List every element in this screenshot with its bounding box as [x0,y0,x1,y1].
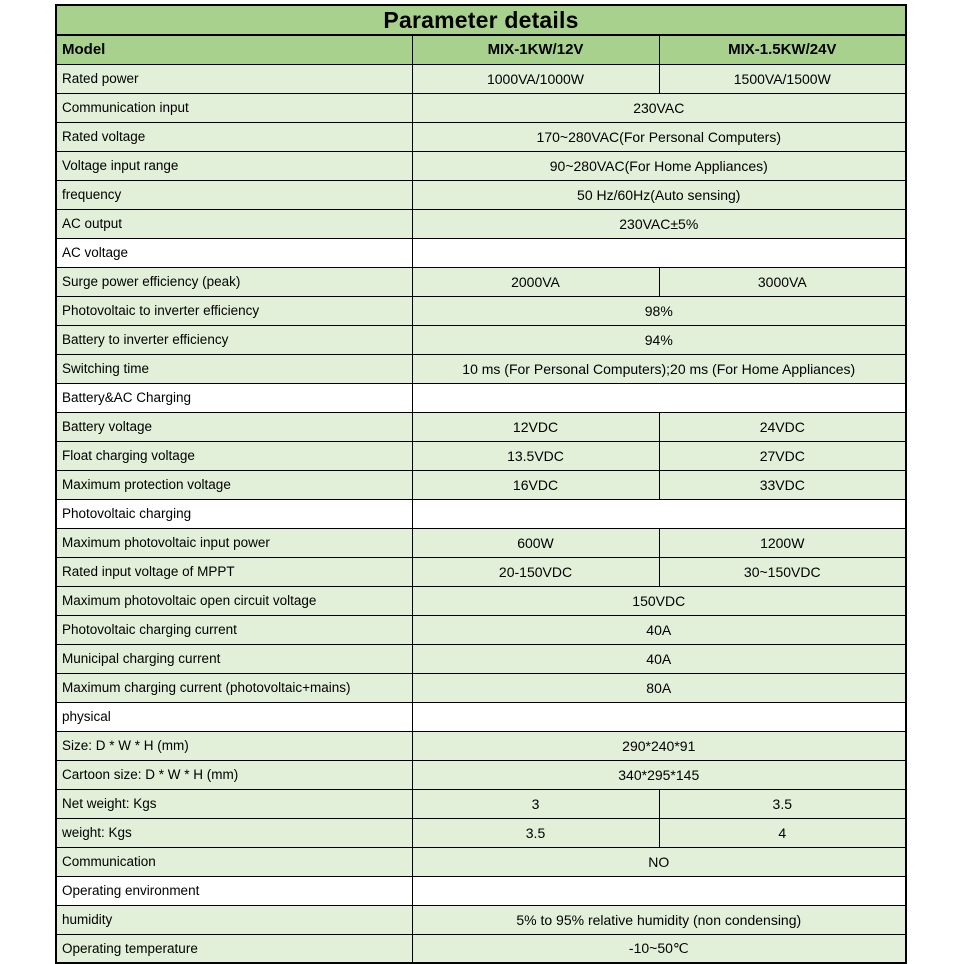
spec-row [56,296,906,325]
row-value-col2: 24VDC [659,412,906,441]
row-label: Battery&AC Charging [56,383,412,412]
parameter-details-panel [55,4,907,964]
header-model-1kw: MIX-1KW/12V [412,35,659,64]
section-row [56,876,906,905]
row-value-col1: 3.5 [412,818,659,847]
row-label: Photovoltaic to inverter efficiency [56,296,412,325]
row-label: Rated power [56,64,412,93]
row-label: Operating environment [56,876,412,905]
spec-row [56,325,906,354]
section-row [56,383,906,412]
row-value-col2: 1500VA/1500W [659,64,906,93]
spec-row [56,470,906,499]
spec-row [56,557,906,586]
row-value-merged [412,702,906,731]
row-label: Battery to inverter efficiency [56,325,412,354]
row-value-merged: 50 Hz/60Hz(Auto sensing) [412,180,906,209]
spec-row [56,441,906,470]
row-value-col1: 3 [412,789,659,818]
spec-row [56,267,906,296]
row-value-col1: 600W [412,528,659,557]
row-value-col1: 1000VA/1000W [412,64,659,93]
spec-row [56,528,906,557]
row-value-merged: 10 ms (For Personal Computers);20 ms (For Home Appliances) [412,354,906,383]
row-value-col2: 1200W [659,528,906,557]
row-label: Operating temperature [56,934,412,963]
row-value-merged: 80A [412,673,906,702]
row-value-col2: 3000VA [659,267,906,296]
spec-row [56,151,906,180]
header-model: Model [56,35,412,64]
row-label: Communication [56,847,412,876]
row-label: Cartoon size: D * W * H (mm) [56,760,412,789]
row-value-merged: 170~280VAC(For Personal Computers) [412,122,906,151]
spec-row [56,122,906,151]
row-label: Maximum charging current (photovoltaic+mains) [56,673,412,702]
row-label: Voltage input range [56,151,412,180]
spec-row [56,760,906,789]
header-row [56,35,906,64]
parameter-table [55,4,907,964]
row-label: AC voltage [56,238,412,267]
spec-row [56,615,906,644]
row-label: Maximum photovoltaic input power [56,528,412,557]
row-label: Photovoltaic charging current [56,615,412,644]
row-value-merged: 150VDC [412,586,906,615]
spec-row [56,818,906,847]
row-value-merged: 98% [412,296,906,325]
row-label: AC output [56,209,412,238]
row-label: Municipal charging current [56,644,412,673]
spec-row [56,93,906,122]
row-value-merged [412,876,906,905]
row-label: Photovoltaic charging [56,499,412,528]
row-label: Size: D * W * H (mm) [56,731,412,760]
row-label: Surge power efficiency (peak) [56,267,412,296]
row-value-merged: 290*240*91 [412,731,906,760]
section-row [56,702,906,731]
row-label: physical [56,702,412,731]
row-value-merged: 90~280VAC(For Home Appliances) [412,151,906,180]
row-value-merged: NO [412,847,906,876]
spec-row [56,644,906,673]
spec-row [56,354,906,383]
row-label: Net weight: Kgs [56,789,412,818]
spec-row [56,209,906,238]
spec-row [56,64,906,93]
row-label: weight: Kgs [56,818,412,847]
row-label: Communication input [56,93,412,122]
spec-row [56,847,906,876]
row-label: Switching time [56,354,412,383]
row-value-col1: 2000VA [412,267,659,296]
row-value-col2: 3.5 [659,789,906,818]
row-value-merged [412,238,906,267]
row-value-col2: 27VDC [659,441,906,470]
row-value-col1: 12VDC [412,412,659,441]
row-value-merged [412,383,906,412]
spec-row [56,180,906,209]
row-value-merged: 340*295*145 [412,760,906,789]
row-label: humidity [56,905,412,934]
section-row [56,499,906,528]
row-value-merged [412,499,906,528]
row-label: Maximum photovoltaic open circuit voltage [56,586,412,615]
header-model-1-5kw: MIX-1.5KW/24V [659,35,906,64]
row-label: Rated input voltage of MPPT [56,557,412,586]
row-value-col1: 20-150VDC [412,557,659,586]
spec-row [56,789,906,818]
row-label: Float charging voltage [56,441,412,470]
spec-row [56,934,906,963]
spec-row [56,731,906,760]
row-value-col1: 13.5VDC [412,441,659,470]
table-title: Parameter details [56,5,906,35]
row-value-merged: -10~50℃ [412,934,906,963]
row-value-merged: 40A [412,644,906,673]
row-label: Maximum protection voltage [56,470,412,499]
row-value-col2: 33VDC [659,470,906,499]
spec-row [56,586,906,615]
section-row [56,238,906,267]
row-label: Battery voltage [56,412,412,441]
row-label: frequency [56,180,412,209]
row-value-merged: 94% [412,325,906,354]
row-label: Rated voltage [56,122,412,151]
title-row [56,5,906,35]
spec-row [56,673,906,702]
row-value-merged: 230VAC [412,93,906,122]
row-value-merged: 230VAC±5% [412,209,906,238]
row-value-col2: 30~150VDC [659,557,906,586]
row-value-merged: 40A [412,615,906,644]
row-value-col2: 4 [659,818,906,847]
row-value-merged: 5% to 95% relative humidity (non condensing) [412,905,906,934]
spec-row [56,412,906,441]
row-value-col1: 16VDC [412,470,659,499]
spec-row [56,905,906,934]
